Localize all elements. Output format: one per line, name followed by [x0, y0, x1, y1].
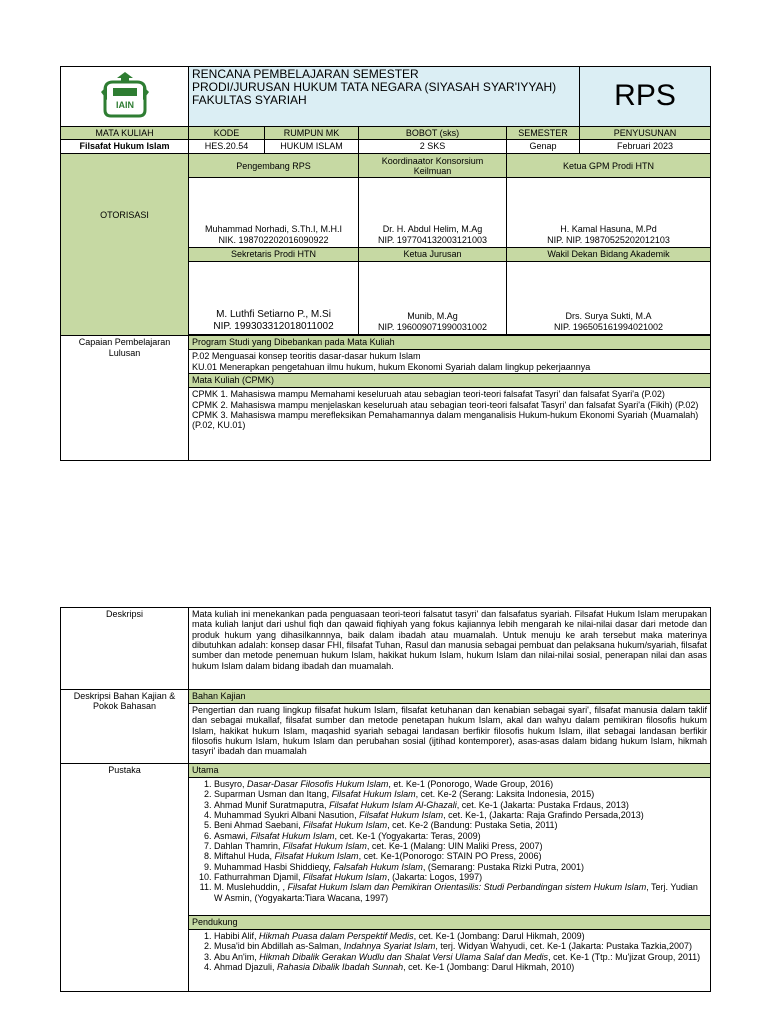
reference-title: Hikmah Puasa dalam Perspektif Medis [259, 931, 414, 941]
reference-item [214, 952, 707, 962]
cpmk-header: Mata Kuliah (CPMK) [189, 374, 711, 388]
value-kode: HES.20.54 [189, 140, 265, 154]
reference-author: Ahmad Munif Suratmaputra, [214, 799, 330, 810]
title-line-2: PRODI/JURUSAN HUKUM TATA NEGARA (SIYASAH SYAR'IYYAH) [192, 80, 557, 94]
reference-title: Filsafat Hukum Islam [359, 810, 444, 821]
reference-title: Filsafat Hukum Islam Al-Ghazali [329, 799, 457, 810]
signature-wakil-dekan [507, 262, 711, 335]
cpl-p02: P.02 Menguasai konsep teoritis dasar-dasar hukum Islam [192, 351, 421, 362]
reference-author: Habibi Alif, [214, 931, 260, 941]
cpl-ku01: KU.01 Menerapkan pengetahuan ilmu hukum, hukum Ekonomi Syariah dalam lingkup pekerjaannya [192, 361, 591, 372]
logo-lettering: IAIN [115, 100, 134, 111]
pustaka-pendukung-list [192, 931, 707, 972]
reference-item [214, 931, 707, 941]
reference-author: Fathurrahman Djamil, [214, 872, 304, 883]
otorisasi-label-text: OTORISASI [100, 210, 149, 221]
name-gpm: H. Kamal Hasuna, M.Pd [560, 224, 657, 235]
logo-cell [61, 67, 189, 127]
pustaka-pendukung-header: Pendukung [189, 916, 711, 930]
name-pengembang: Muhammad Norhadi, S.Th.I, M.H.I [204, 224, 343, 235]
otorisasi-label [61, 154, 189, 336]
reference-publication: , Terj. Yudian W Asmin, (Yogyakarta:Tiara Wacana, 1997) [214, 882, 698, 903]
reference-author: Musa'id bin Abdillah as-Salman, [214, 941, 344, 952]
reference-author: Muhammad Hasbi Shiddieqy, [214, 861, 334, 872]
reference-item [214, 810, 707, 820]
cpmk-2: CPMK 2. Mahasiswa mampu menjelaskan keseluruah atau sebagian teori-teori falsafat Tasyri' dan falsafat Syari'a (Fikih) (P.02) [192, 399, 699, 410]
reference-title: Dasar-Dasar Filosofis Hukum Islam [247, 779, 389, 789]
reference-publication: , cet. Ke-2 (Serang: Laksita Indonesia, 2015) [415, 789, 595, 800]
signature-koordinator [359, 178, 507, 248]
header-wakil-dekan: Wakil Dekan Bidang Akademik [507, 248, 711, 262]
institution-logo [99, 70, 151, 120]
reference-author: M. Muslehuddin, , [214, 882, 288, 893]
nip-pengembang: NIK. 198702202016090922 [218, 235, 329, 246]
reference-item [214, 841, 707, 851]
nip-wakil-dekan: NIP. 196505161994021002 [554, 322, 663, 333]
title-line-3: FAKULTAS SYARIAH [192, 93, 307, 107]
signature-gpm [507, 178, 711, 248]
pustaka-utama-list-cell [189, 778, 711, 916]
cpl-label: Capaian Pembelajaran Lulusan [61, 336, 189, 461]
value-semester: Genap [507, 140, 580, 154]
reference-item [214, 962, 707, 972]
col-bobot: BOBOT (sks) [359, 127, 507, 140]
reference-item [214, 820, 707, 830]
rps-content-table [60, 607, 711, 992]
reference-item [214, 779, 707, 789]
reference-publication: , cet. Ke-1 (Jombang: Darul Hikmah, 2010) [403, 962, 575, 973]
cpl-prodi-content [189, 350, 711, 374]
reference-author: Miftahul Huda, [214, 851, 275, 862]
reference-author: Suparman Usman dan Itang, [214, 789, 332, 800]
col-rumpun: RUMPUN MK [265, 127, 359, 140]
reference-title: Filsafat Hukum Islam dan Pemikiran Orientasilis: Studi Perbandingan sistem Hukum Islam [287, 882, 647, 893]
reference-author: Dahlan Thamrin, [214, 841, 283, 852]
cpl-prodi-header: Program Studi yang Dibebankan pada Mata Kuliah [189, 336, 711, 350]
header-pengembang: Pengembang RPS [189, 154, 359, 178]
header-gpm: Ketua GPM Prodi HTN [507, 154, 711, 178]
cpmk-3: CPMK 3. Mahasiswa mampu merefleksikan Pemahamannya dalam menganalisis Hukum-hukum Ekonomi Syariah (Muamalah) (P.02, KU.01) [192, 410, 699, 431]
reference-title: Rahasia Dibalik Ibadah Sunnah [277, 962, 404, 973]
reference-publication: , cet. Ke-1, (Jakarta: Raja Grafindo Persada,2013) [443, 810, 644, 821]
reference-title: Filsafat Hukum Islam [303, 820, 388, 831]
bahan-kajian-label: Deskripsi Bahan Kajian & Pokok Bahasan [61, 690, 189, 764]
reference-author: Muhammad Syukri Albani Nasution, [214, 810, 360, 821]
reference-author: Busyro, [214, 779, 248, 789]
col-kode: KODE [189, 127, 265, 140]
reference-item [214, 872, 707, 882]
value-penyusunan: Februari 2023 [580, 140, 711, 154]
name-sekretaris: M. Luthfi Setiarno P., M.Si [216, 309, 331, 321]
reference-item [214, 882, 707, 903]
pustaka-label: Pustaka [61, 764, 189, 992]
reference-title: Filsafat Hukum Islam [274, 851, 359, 862]
reference-title: Filsafat Hukum Islam [331, 789, 416, 800]
name-koordinator: Dr. H. Abdul Helim, M.Ag [382, 224, 483, 235]
signature-sekretaris [189, 262, 359, 335]
header-sekretaris: Sekretaris Prodi HTN [189, 248, 359, 262]
reference-title: Indahnya Syariat Islam [343, 941, 436, 952]
reference-author: Abu An'im, [214, 951, 260, 962]
nip-sekretaris: NIP. 199303312018011002 [213, 321, 334, 333]
name-wakil-dekan: Drs. Surya Sukti, M.A [565, 311, 652, 322]
reference-item [214, 941, 707, 951]
reference-publication: , cet. Ke-1(Ponorogo: STAIN PO Press, 2006) [358, 851, 542, 862]
reference-publication: , cet. Ke-1 (Jombang: Darul Hikmah, 2009) [413, 931, 585, 941]
reference-item [214, 851, 707, 861]
name-ketua-jurusan: Munib, M.Ag [407, 311, 458, 322]
reference-publication: , cet. Ke-1 (Jakarta: Pustaka Frdaus, 2013) [456, 799, 629, 810]
reference-publication: , cet. Ke-2 (Bandung: Pustaka Setia, 2011) [387, 820, 558, 831]
value-bobot: 2 SKS [359, 140, 507, 154]
reference-title: Falsafah Hukum Islam [333, 861, 423, 872]
col-mata-kuliah: MATA KULIAH [61, 127, 189, 140]
pustaka-pendukung-list-cell [189, 930, 711, 992]
reference-item [214, 831, 707, 841]
reference-author: Asmawi, [214, 830, 251, 841]
deskripsi-label: Deskripsi [61, 608, 189, 690]
reference-publication: , (Jakarta: Logos, 1997) [387, 872, 483, 883]
reference-publication: , et. Ke-1 (Ponorogo, Wade Group, 2016) [388, 779, 554, 789]
reference-publication: , cet. Ke-1 (Malang: UIN Maliki Press, 2007) [366, 841, 543, 852]
value-mata-kuliah: Filsafat Hukum Islam [61, 140, 189, 154]
reference-title: Filsafat Hukum Islam [282, 841, 367, 852]
cpmk-1: CPMK 1. Mahasiswa mampu Memahami keseluruah atau sebagian teori-teori falsafat Tasyri' dan falsafat Syari'a (P.02) [192, 389, 665, 400]
rps-label: RPS [580, 67, 711, 127]
bahan-kajian-text: Pengertian dan ruang lingkup filsafat hukum Islam, filsafat ketuhanan dan kenabian sebagai syari', filsafat manusia dalam taklif dan sebagai mukallaf, filsafat sumber dan metode penetapan hukum Islam, akal dan wahyu dalam pemikiran filosofis hukum Islam, hakikat hukum Islam, maqashid syariah sebagai landasan berfikir filosofis hukum Islam, illat sebagai landasan berfikir filosofis hukum Islam, hukum Islam dan perubahan sosial (ijtihad kontemporer), asas-asas dalam bidang hukum Islam, hikmah tasyri' ibadah dan muamalah [189, 704, 711, 764]
reference-item [214, 800, 707, 810]
rps-header-table [60, 66, 711, 461]
title-line-1: RENCANA PEMBELAJARAN SEMESTER [192, 67, 419, 81]
nip-koordinator: NIP. 197704132003121003 [378, 235, 487, 246]
value-rumpun: HUKUM ISLAM [265, 140, 359, 154]
header-koordinator: Koordinaator Konsorsium Keilmuan [359, 154, 507, 178]
bahan-kajian-header: Bahan Kajian [189, 690, 711, 704]
pustaka-utama-list [192, 779, 707, 903]
signature-pengembang [189, 178, 359, 248]
col-semester: SEMESTER [507, 127, 580, 140]
reference-publication: , terj. Widyan Wahyudi, cet. Ke-1 (Jakarta: Pustaka Tazkia,2007) [435, 941, 692, 952]
deskripsi-text: Mata kuliah ini menekankan pada penguasaan teori-teori falsatut tasyri' dan falsafatus syariah. Filsafat Hukum Islam merupakan mata kuliah lanjut dari ushul fiqh dan qawaid fiqhiyah yang fokus kajiannya lebih mengarah ke nilai-nilai dasar dari metode dan produk hukum yang dihasilkannnya, baik dalam ibadah atau muamalah. Untuk menuju ke arah tersebut maka materinya dibutuhkan adalah: konsep dasar FHI, filsafat Tuhan, Rasul dan manusia sebagai pembuat dan pelaksana hukum/syariah, filsafat sumber dan metode penemuan hukum Islam, hakikat hukum Islam, hukum Islam dan nilai-nilai sosial, penerapan nilai dan asas hukum Islam dalam bidang ibadah dan muamalah. [189, 608, 711, 690]
reference-title: Hikmah Dibalik Gerakan Wudlu dan Shalat Versi Ulama Salaf dan Medis [259, 951, 549, 962]
reference-author: Beni Ahmad Saebani, [214, 820, 304, 831]
rps-title-block [189, 67, 580, 127]
signature-ketua-jurusan [359, 262, 507, 335]
reference-item [214, 862, 707, 872]
pustaka-utama-header: Utama [189, 764, 711, 778]
reference-item [214, 789, 707, 799]
reference-publication: , cet. Ke-1 (Yogyakarta: Teras, 2009) [334, 830, 481, 841]
reference-title: Filsafat Hukum Islam [250, 830, 335, 841]
cpmk-content [189, 388, 711, 461]
nip-gpm: NIP. NIP. 19870525202012103 [547, 235, 670, 246]
col-penyusunan: PENYUSUNAN [580, 127, 711, 140]
header-ketua-jurusan: Ketua Jurusan [359, 248, 507, 262]
reference-publication: , (Semarang: Pustaka Rizki Putra, 2001) [422, 861, 584, 872]
nip-ketua-jurusan: NIP. 196009071990031002 [378, 322, 487, 333]
reference-title: Filsafat Hukum Islam [303, 872, 388, 883]
reference-author: Ahmad Djazuli, [214, 962, 278, 973]
reference-publication: , cet. Ke-1 (Ttp.: Mu'jizat Group, 2011) [548, 951, 701, 962]
